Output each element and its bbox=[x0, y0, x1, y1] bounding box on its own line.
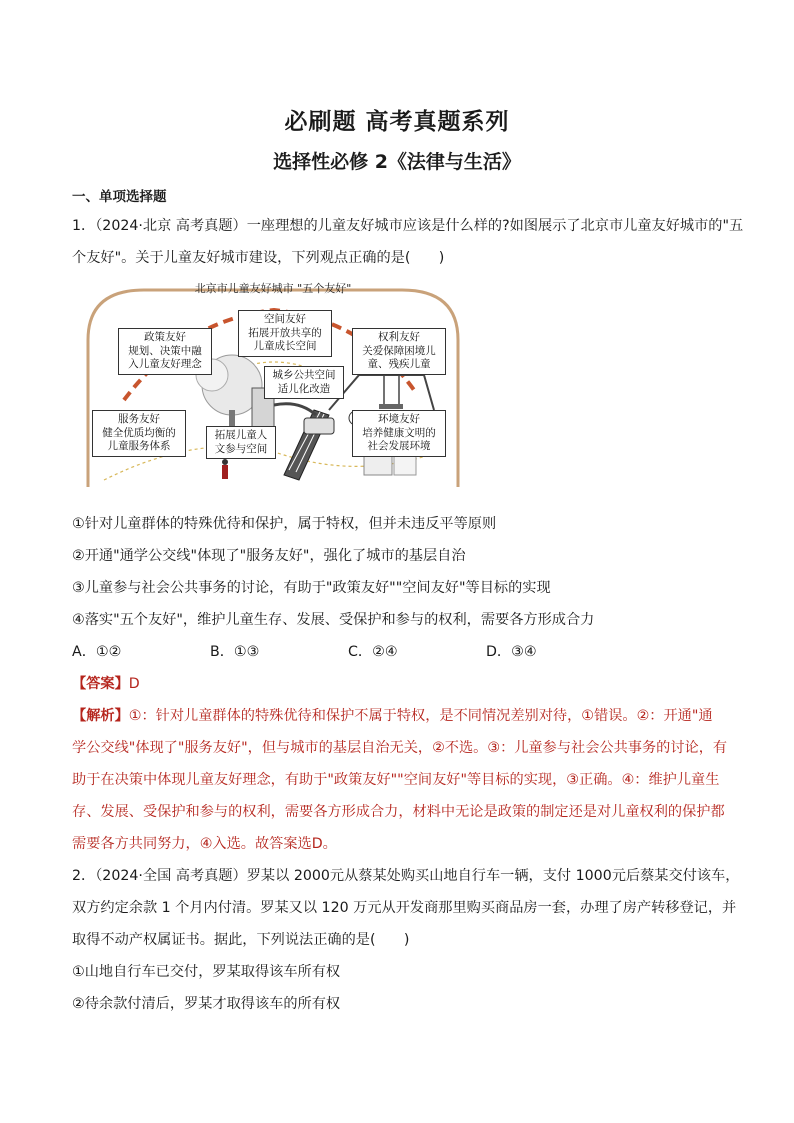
q1-analysis-line-1: 【解析】①：针对儿童群体的特殊优待和保护不属于特权，是不同情况差别对待，①错误。②：开通"通 bbox=[72, 708, 713, 724]
q2-statement-2: ②待余款付清后，罗某才取得该车的所有权 bbox=[72, 996, 341, 1012]
figure-title: 北京市儿童友好城市 "五个友好" bbox=[194, 282, 352, 295]
figure-box-rights: 权利友好 关爱保障困境儿 童、残疾儿童 bbox=[352, 328, 446, 375]
figure-box-service: 服务友好 健全优质均衡的 儿童服务体系 bbox=[92, 410, 186, 457]
q1-option-a: A．①② bbox=[72, 644, 122, 660]
q2-stem-line-2: 双方约定余款 1 个月内付清。罗某又以 120 万元从开发商那里购买商品房一套，办理了房产转移登记，并 bbox=[72, 900, 737, 916]
q1-statement-4: ④落实"五个友好"，维护儿童生存、发展、受保护和参与的权利，需要各方形成合力 bbox=[72, 612, 595, 628]
q2-stem-line-3: 取得不动产权属证书。据此，下列说法正确的是( ) bbox=[72, 932, 410, 948]
q1-analysis-line-4: 存、发展、受保护和参与的权利，需要各方形成合力，材料中无论是政策的制定还是对儿童权利的保护都 bbox=[72, 804, 725, 820]
section-heading: 一、单项选择题 bbox=[72, 189, 167, 205]
q1-stem-line-2: 个友好"。关于儿童友好城市建设，下列观点正确的是( ) bbox=[72, 250, 445, 266]
child-figure bbox=[222, 465, 228, 479]
q1-option-b: B．①③ bbox=[210, 644, 260, 660]
figure-box-policy: 政策友好 规划、决策中融 入儿童友好理念 bbox=[118, 328, 212, 375]
page-subtitle: 选择性必修 2《法律与生活》 bbox=[273, 151, 521, 173]
answer-label: 【答案】 bbox=[72, 676, 129, 692]
figure-box-environment: 环境友好 培养健康文明的 社会发展环境 bbox=[352, 410, 446, 457]
figure-box-public-space: 城乡公共空间 适儿化改造 bbox=[264, 366, 344, 399]
q2-stem-line-1: 2．（2024·全国 高考真题）罗某以 2000元从蔡某处购买山地自行车一辆，支付 1000元后蔡某交付该车， bbox=[72, 868, 740, 884]
q1-statement-1: ①针对儿童群体的特殊优待和保护，属于特权，但并未违反平等原则 bbox=[72, 516, 497, 532]
figure-box-culture: 拓展儿童人 文参与空间 bbox=[206, 426, 276, 459]
analysis-label: 【解析】 bbox=[72, 708, 129, 724]
q1-statement-2: ②开通"通学公交线"体现了"服务友好"，强化了城市的基层自治 bbox=[72, 548, 466, 564]
bus-shape bbox=[304, 418, 334, 434]
q2-statement-1: ①山地自行车已交付，罗某取得该车所有权 bbox=[72, 964, 341, 980]
q1-answer bbox=[72, 674, 732, 694]
figure-box-space: 空间友好 拓展开放共享的 儿童成长空间 bbox=[238, 310, 332, 357]
q1-analysis-line-5: 需要各方共同努力，④入选。故答案选D。 bbox=[72, 836, 337, 852]
q1-analysis-line-3: 助于在决策中体现儿童友好理念，有助于"政策友好""空间友好"等目标的实现，③正确。④：维护儿童生 bbox=[72, 772, 720, 788]
q1-figure bbox=[84, 280, 462, 487]
q1-analysis-line-2: 学公交线"体现了"服务友好"，但与城市的基层自治无关，②不选。③：儿童参与社会公共事务的讨论，有 bbox=[72, 740, 728, 756]
page-title: 必刷题 高考真题系列 bbox=[284, 109, 510, 135]
q1-option-c: C．②④ bbox=[348, 644, 398, 660]
q1-statement-3: ③儿童参与社会公共事务的讨论，有助于"政策友好""空间友好"等目标的实现 bbox=[72, 580, 551, 596]
answer-value: D bbox=[128, 676, 140, 692]
q1-stem-line-1: 1．（2024·北京 高考真题）一座理想的儿童友好城市应该是什么样的?如图展示了北京市儿童友好城市的"五 bbox=[72, 218, 744, 234]
q1-option-d: D．③④ bbox=[486, 644, 537, 660]
